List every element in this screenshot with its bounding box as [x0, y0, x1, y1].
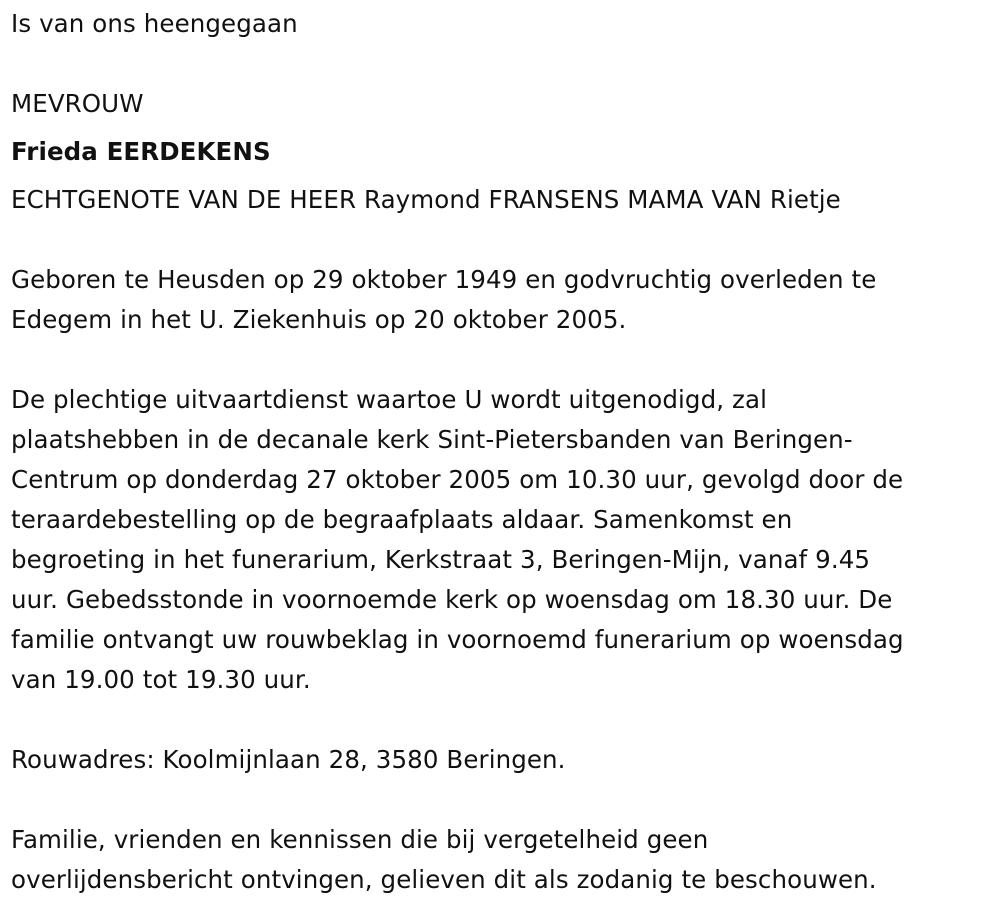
closing-paragraph	[11, 820, 996, 900]
service-line: Centrum op donderdag 27 oktober 2005 om 10.30 uur, gevolgd door de	[11, 465, 904, 494]
death-notice	[11, 4, 996, 900]
birth-death-line: Edegem in het U. Ziekenhuis op 20 oktober 2005.	[11, 305, 627, 334]
service-line: begroeting in het funerarium, Kerkstraat 3, Beringen-Mijn, vanaf 9.45	[11, 545, 871, 574]
honorific: MEVROUW	[11, 89, 144, 118]
closing-line: overlijdensbericht ontvingen, gelieven dit als zodanig te beschouwen.	[11, 865, 877, 894]
mourning-address: Rouwadres: Koolmijnlaan 28, 3580 Beringen.	[11, 745, 566, 774]
relation-text: ECHTGENOTE VAN DE HEER Raymond FRANSENS MAMA VAN Rietje	[11, 185, 841, 214]
service-paragraph	[11, 380, 996, 700]
service-line: uur. Gebedsstonde in voornoemde kerk op woensdag om 18.30 uur. De	[11, 585, 893, 614]
service-line: familie ontvangt uw rouwbeklag in voornoemd funerarium op woensdag	[11, 625, 904, 654]
birth-death-paragraph	[11, 260, 996, 340]
birth-death-line: Geboren te Heusden op 29 oktober 1949 en godvruchtig overleden te	[11, 265, 877, 294]
service-line: De plechtige uitvaartdienst waartoe U wordt uitgenodigd, zal	[11, 385, 767, 414]
intro-text: Is van ons heengegaan	[11, 9, 298, 38]
service-line: teraardebestelling op de begraafplaats aldaar. Samenkomst en	[11, 505, 793, 534]
closing-line: Familie, vrienden en kennissen die bij vergetelheid geen	[11, 825, 709, 854]
service-line: van 19.00 tot 19.30 uur.	[11, 665, 311, 694]
deceased-name: Frieda EERDEKENS	[11, 137, 271, 166]
service-line: plaatshebben in de decanale kerk Sint-Pietersbanden van Beringen-	[11, 425, 853, 454]
